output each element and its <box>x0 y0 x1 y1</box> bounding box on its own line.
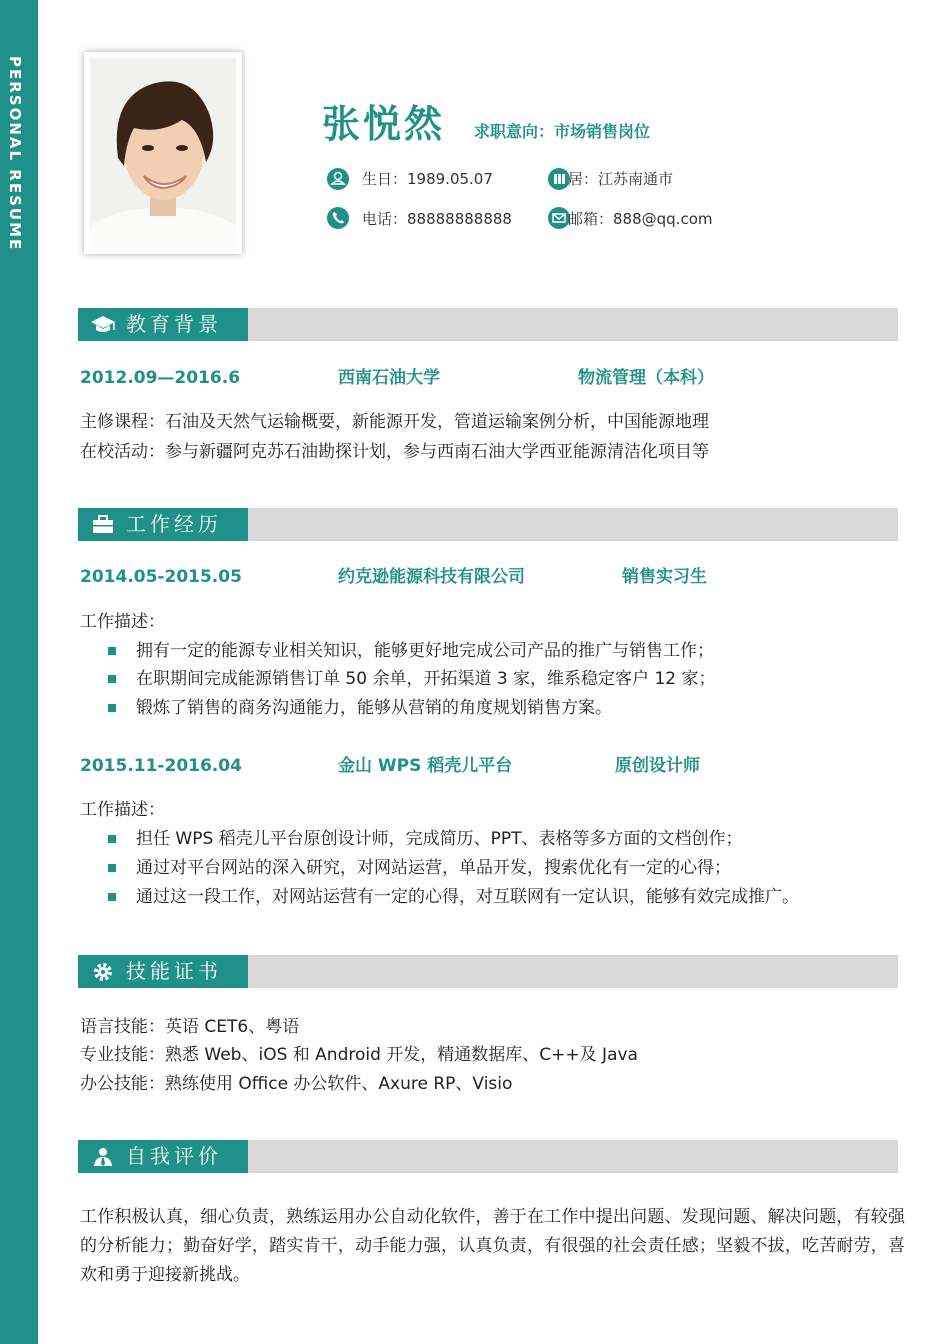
skills-section-header <box>78 955 898 988</box>
work-section-header <box>78 508 898 541</box>
profile-photo <box>84 52 242 254</box>
job-2-period: 2015.11-2016.04 <box>80 756 242 776</box>
work-title: 工作经历 <box>126 512 222 536</box>
job-1-role: 销售实习生 <box>622 567 707 587</box>
skill-office: 办公技能：熟练使用 Office 办公软件、Axure RP、Visio <box>80 1074 513 1094</box>
gear-icon <box>90 961 116 983</box>
residence: 居：江苏南通市 <box>568 170 674 188</box>
mail-icon <box>548 207 570 229</box>
side-bar <box>0 0 38 1344</box>
candidate-name: 张悦然 <box>322 102 446 146</box>
job-2-company: 金山 WPS 稻壳儿平台 <box>338 756 513 776</box>
education-courses: 主修课程：石油及天然气运输概要，新能源开发，管道运输案例分析，中国能源地理 <box>80 412 709 432</box>
graduation-cap-icon <box>90 314 116 336</box>
education-period: 2012.09—2016.6 <box>80 368 241 388</box>
self-eval-title: 自我评价 <box>126 1144 222 1168</box>
portrait-image <box>90 58 236 248</box>
person-icon <box>327 168 349 190</box>
birth-date: 生日：1989.05.07 <box>362 170 493 188</box>
self-eval-text: 工作积极认真，细心负责，熟练运用办公自动化软件，善于在工作中提出问题、发现问题、解决问题，有较强的分析能力；勤奋好学，踏实肯干，动手能力强，认真负责，有很强的社会责任感；坚毅不拔，吃苦耐劳，喜欢和勇于迎接新挑战。 <box>80 1207 905 1285</box>
skill-language: 语言技能：英语 CET6、粤语 <box>80 1017 300 1037</box>
job-2-role: 原创设计师 <box>615 756 700 776</box>
education-title: 教育背景 <box>126 312 222 336</box>
job-1-desc-label: 工作描述： <box>80 612 165 632</box>
education-activities: 在校活动：参与新疆阿克苏石油勘探计划，参与西南石油大学西亚能源清洁化项目等 <box>80 442 709 462</box>
email-address: 邮箱：888@qq.com <box>568 210 713 228</box>
sidebar-label: PERSONAL RESUME <box>6 56 24 252</box>
education-school: 西南石油大学 <box>338 368 440 388</box>
phone-icon <box>327 207 349 229</box>
education-major: 物流管理（本科） <box>578 368 714 388</box>
briefcase-icon <box>90 514 116 536</box>
skills-title: 技能证书 <box>126 959 222 983</box>
home-icon <box>548 168 570 190</box>
self-eval-section-header <box>78 1140 898 1173</box>
phone-number: 电话：88888888888 <box>362 210 512 228</box>
job-1-period: 2014.05-2015.05 <box>80 567 242 587</box>
job-objective: 求职意向：市场销售岗位 <box>474 122 651 141</box>
job-2-desc-label: 工作描述： <box>80 800 165 820</box>
skill-professional: 专业技能：熟悉 Web、iOS 和 Android 开发，精通数据库、C++及 Java <box>80 1045 638 1065</box>
job-1-company: 约克逊能源科技有限公司 <box>338 567 525 587</box>
person-tie-icon <box>90 1146 116 1168</box>
education-section-header <box>78 308 898 341</box>
